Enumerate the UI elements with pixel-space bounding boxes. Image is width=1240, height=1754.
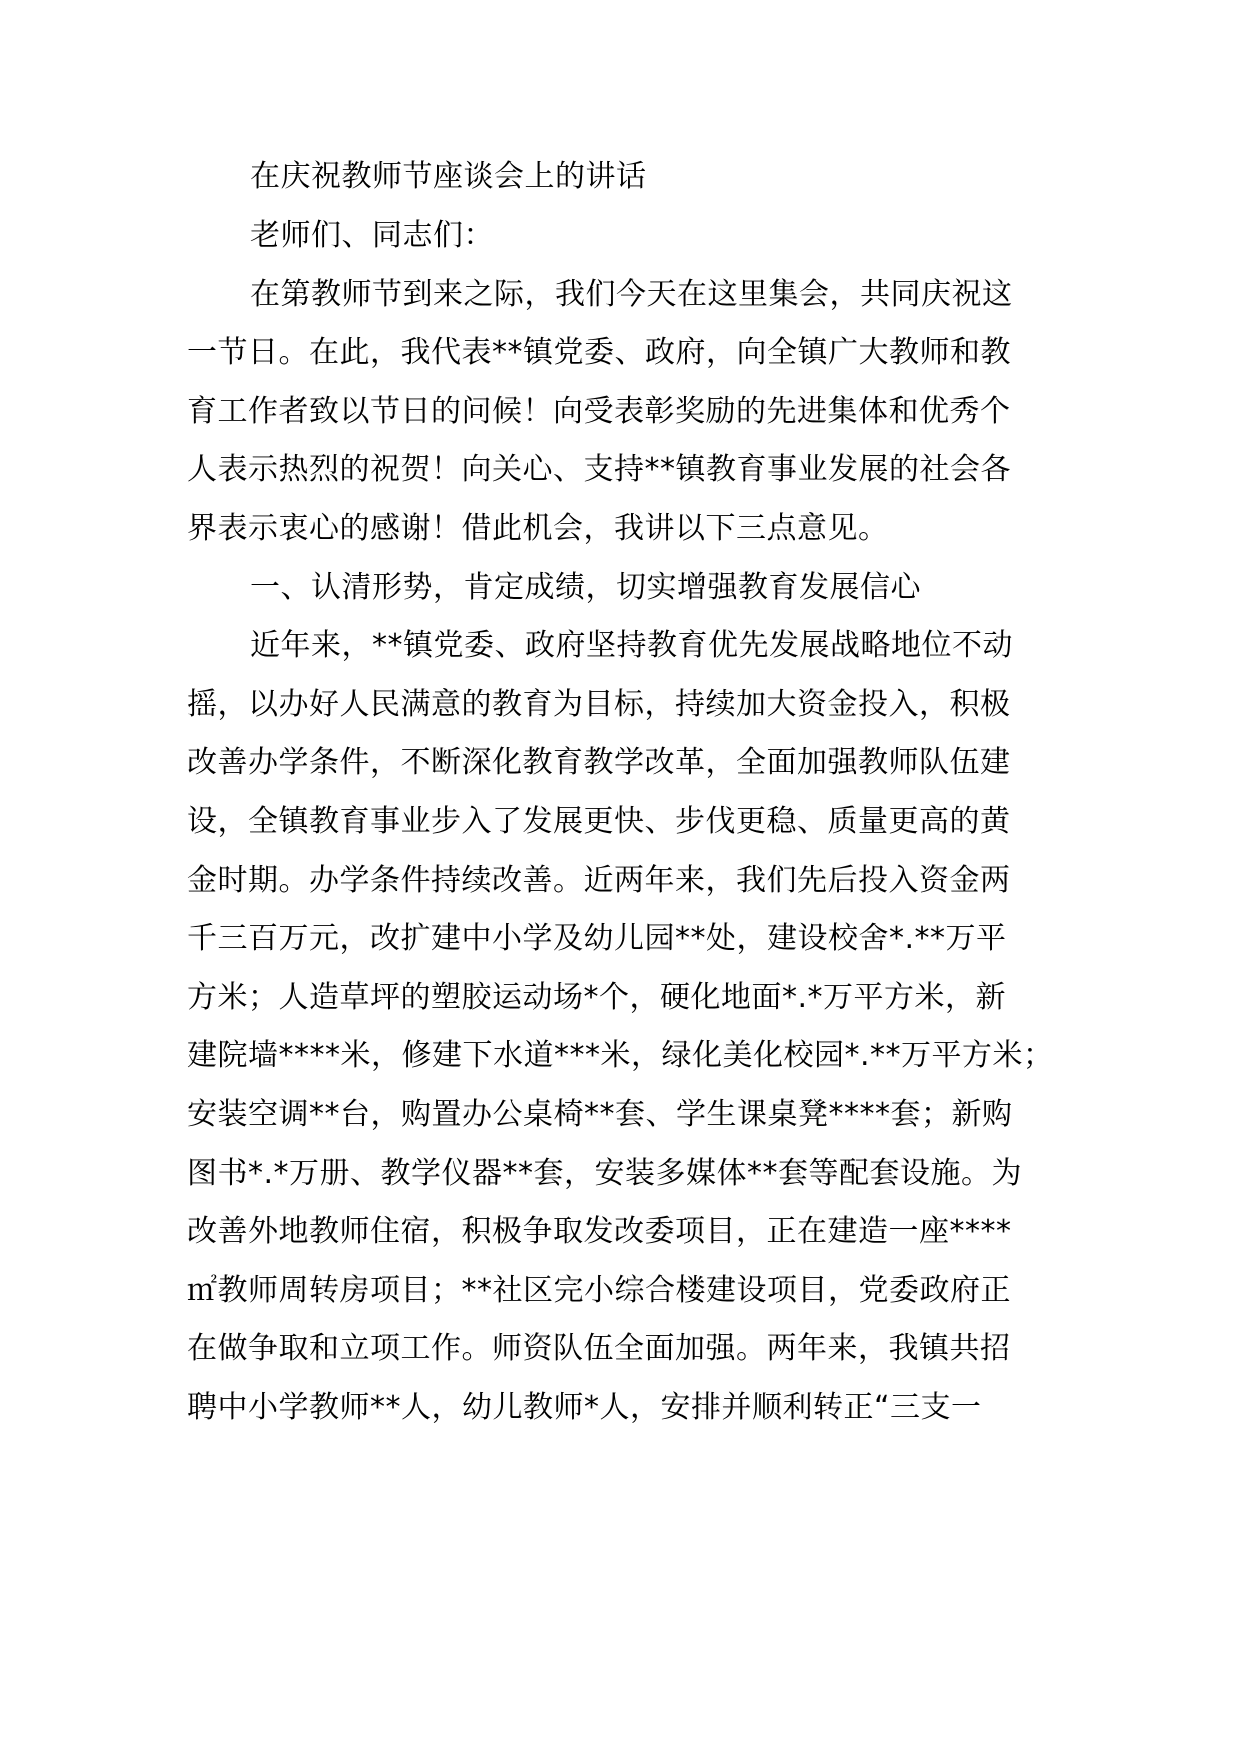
paragraph-line: 改善外地教师住宿，积极争取发改委项目，正在建造一座**** [187, 1214, 1012, 1249]
paragraph-line: ㎡教师周转房项目；**社区完小综合楼建设项目，党委政府正 [187, 1273, 1011, 1308]
paragraph-line: 摇，以办好人民满意的教育为目标，持续加大资金投入，积极 [187, 687, 1011, 722]
paragraph-line: 一节日。在此，我代表**镇党委、政府，向全镇广大教师和教 [187, 335, 1011, 370]
paragraph-line: 近年来，**镇党委、政府坚持教育优先发展战略地位不动 [250, 628, 1013, 663]
paragraph-line: 在第教师节到来之际，我们今天在这里集会，共同庆祝这 [250, 277, 1013, 312]
paragraph-line: 方米；人造草坪的塑胶运动场*个，硬化地面*.*万平方米，新 [187, 980, 1007, 1015]
paragraph-line: 在做争取和立项工作。师资队伍全面加强。两年来，我镇共招 [187, 1331, 1011, 1366]
paragraph-line: 改善办学条件，不断深化教育教学改革，全面加强教师队伍建 [187, 745, 1011, 780]
salutation: 老师们、同志们： [250, 218, 494, 253]
paragraph-line: 界表示衷心的感谢！借此机会，我讲以下三点意见。 [187, 511, 889, 546]
paragraph-line: 图书*.*万册、教学仪器**套，安装多媒体**套等配套设施。为 [187, 1156, 1023, 1191]
paragraph-line: 人表示热烈的祝贺！向关心、支持**镇教育事业发展的社会各 [187, 452, 1011, 487]
section-heading: 一、认清形势，肯定成绩，切实增强教育发展信心 [250, 570, 921, 605]
paragraph-line: 聘中小学教师**人，幼儿教师*人，安排并顺利转正“三支一 [187, 1390, 982, 1425]
paragraph-line: 千三百万元，改扩建中小学及幼儿园**处，建设校舍*.**万平 [187, 921, 1007, 956]
paragraph-line: 设，全镇教育事业步入了发展更快、步伐更稳、质量更高的黄 [187, 804, 1011, 839]
paragraph-line: 建院墙****米，修建下水道***米，绿化美化校园*.**万平方米； [187, 1038, 1054, 1073]
paragraph-line: 育工作者致以节日的问候！向受表彰奖励的先进集体和优秀个 [187, 394, 1011, 429]
document-title: 在庆祝教师节座谈会上的讲话 [250, 159, 647, 194]
paragraph-line: 安装空调**台，购置办公桌椅**套、学生课桌凳****套；新购 [187, 1097, 1013, 1132]
paragraph-line: 金时期。办学条件持续改善。近两年来，我们先后投入资金两 [187, 863, 1011, 898]
